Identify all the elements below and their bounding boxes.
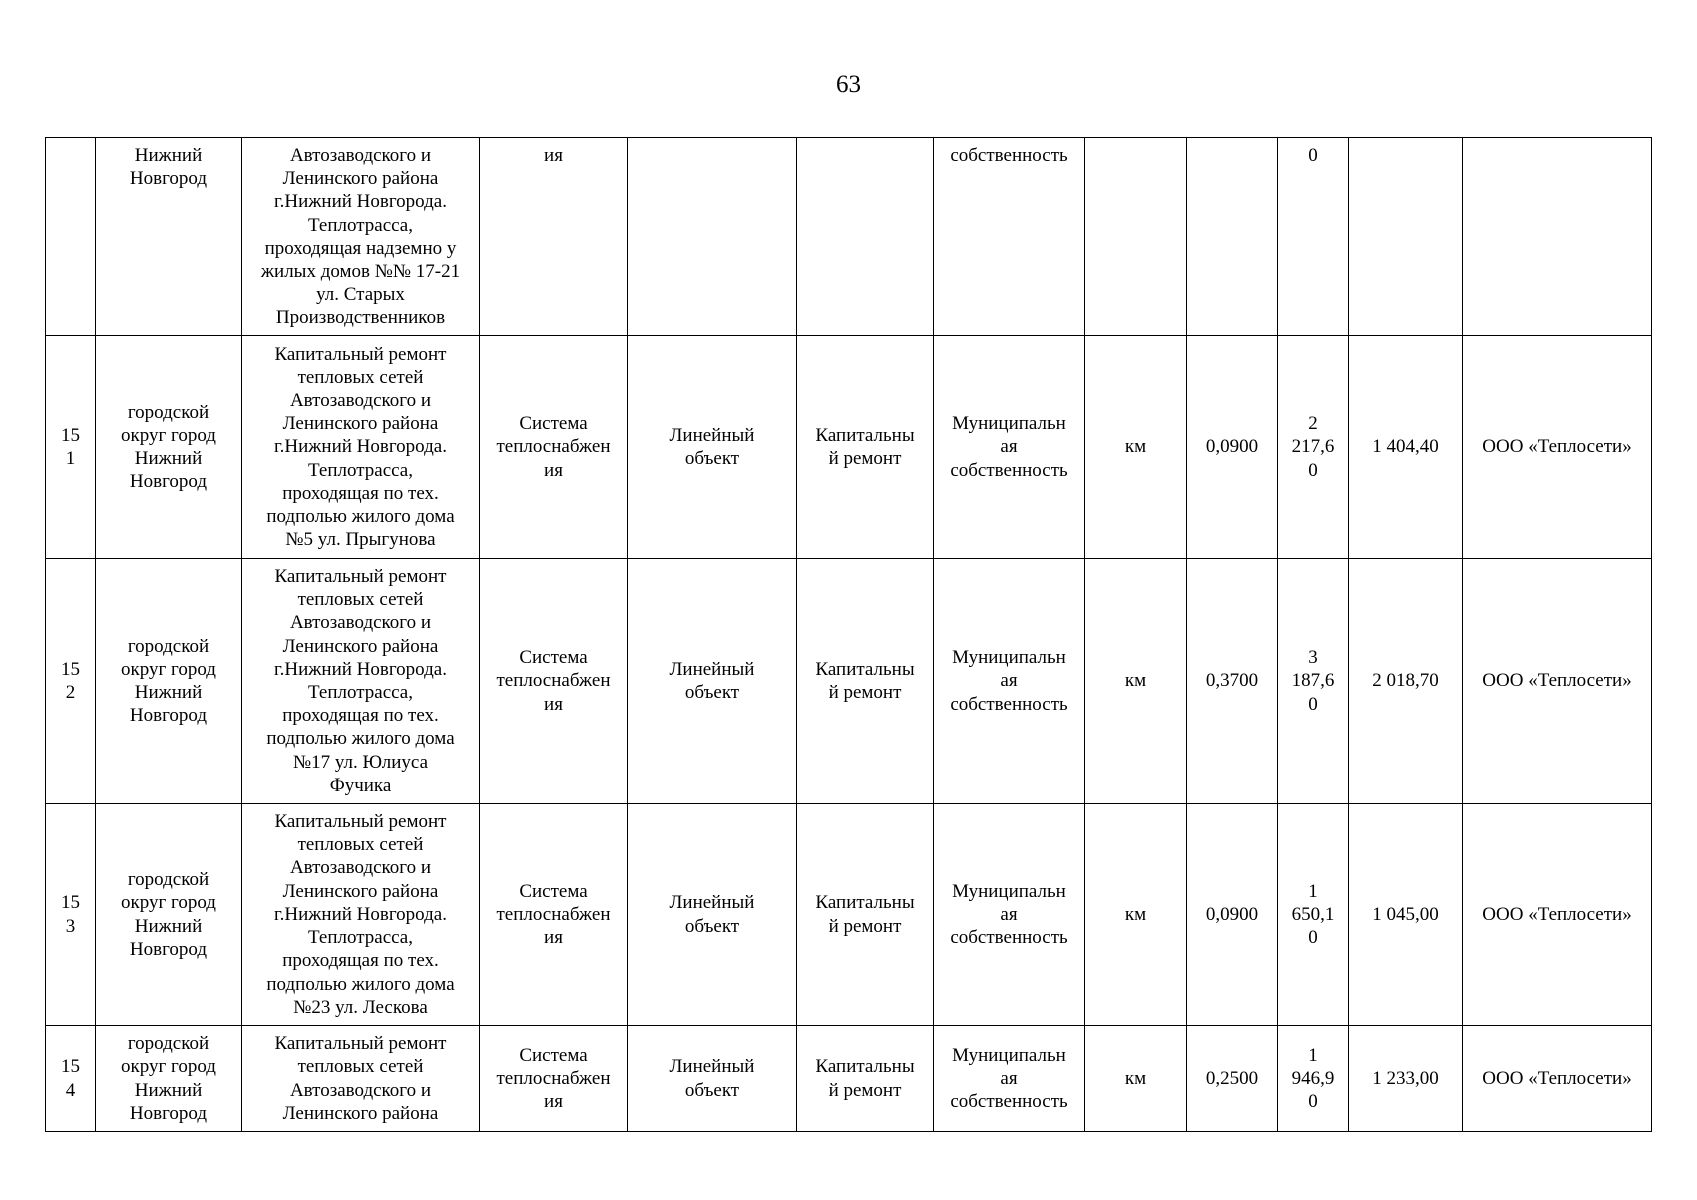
work-name-cell: Капитальный ремонт тепловых сетей Автозаводского и Ленинского района г.Нижний Новгорода. Теплотрасса, проходящая по тех. подполью жилого дома №5 ул. Прыгунова [242, 336, 480, 559]
cost-cell: 2 217,6 0 [1278, 336, 1349, 559]
unit-cell: км [1085, 804, 1187, 1026]
cost2-cell: 1 233,00 [1349, 1026, 1463, 1132]
organization-cell: ООО «Теплосети» [1463, 804, 1652, 1026]
municipality-cell: городской округ город Нижний Новгород [96, 1026, 242, 1132]
quantity-cell: 0,2500 [1187, 1026, 1278, 1132]
system-cell: Система теплоснабжен ия [480, 559, 628, 804]
work-name-cell: Капитальный ремонт тепловых сетей Автозаводского и Ленинского района [242, 1026, 480, 1132]
object-type-cell: Линейный объект [628, 1026, 797, 1132]
row-number-cell: 15 2 [46, 559, 96, 804]
work-name-cell: Капитальный ремонт тепловых сетей Автозаводского и Ленинского района г.Нижний Новгорода. Теплотрасса, проходящая по тех. подполью жилого дома №17 ул. Юлиуса Фучика [242, 559, 480, 804]
unit-cell: км [1085, 1026, 1187, 1132]
work-type-cell: Капитальны й ремонт [797, 336, 934, 559]
object-type-cell [628, 138, 797, 336]
object-type-cell: Линейный объект [628, 336, 797, 559]
system-cell: ия [480, 138, 628, 336]
unit-cell: км [1085, 336, 1187, 559]
organization-cell [1463, 138, 1652, 336]
object-type-cell: Линейный объект [628, 804, 797, 1026]
cost2-cell: 2 018,70 [1349, 559, 1463, 804]
cost2-cell: 1 404,40 [1349, 336, 1463, 559]
cost-cell: 1 946,9 0 [1278, 1026, 1349, 1132]
organization-cell: ООО «Теплосети» [1463, 336, 1652, 559]
ownership-cell: Муниципальн ая собственность [934, 1026, 1085, 1132]
unit-cell [1085, 138, 1187, 336]
ownership-cell: Муниципальн ая собственность [934, 559, 1085, 804]
unit-cell: км [1085, 559, 1187, 804]
municipality-cell: городской округ город Нижний Новгород [96, 336, 242, 559]
municipality-cell: городской округ город Нижний Новгород [96, 804, 242, 1026]
cost2-cell: 1 045,00 [1349, 804, 1463, 1026]
object-type-cell: Линейный объект [628, 559, 797, 804]
ownership-cell: собственность [934, 138, 1085, 336]
quantity-cell: 0,3700 [1187, 559, 1278, 804]
page-number: 63 [836, 71, 861, 98]
organization-cell: ООО «Теплосети» [1463, 559, 1652, 804]
municipality-cell: городской округ город Нижний Новгород [96, 559, 242, 804]
work-name-cell: Капитальный ремонт тепловых сетей Автозаводского и Ленинского района г.Нижний Новгорода. Теплотрасса, проходящая по тех. подполью жилого дома №23 ул. Лескова [242, 804, 480, 1026]
ownership-cell: Муниципальн ая собственность [934, 336, 1085, 559]
work-type-cell: Капитальны й ремонт [797, 559, 934, 804]
work-name-cell: Автозаводского и Ленинского района г.Нижний Новгорода. Теплотрасса, проходящая надземно у жилых домов №№ 17-21 ул. Старых Производственников [242, 138, 480, 336]
table-row [46, 336, 1652, 559]
cost-cell: 0 [1278, 138, 1349, 336]
table-row [46, 138, 1652, 336]
table-row [46, 559, 1652, 804]
row-number-cell: 15 1 [46, 336, 96, 559]
work-type-cell: Капитальны й ремонт [797, 1026, 934, 1132]
system-cell: Система теплоснабжен ия [480, 804, 628, 1026]
ownership-cell: Муниципальн ая собственность [934, 804, 1085, 1026]
work-type-cell: Капитальны й ремонт [797, 804, 934, 1026]
row-number-cell: 15 3 [46, 804, 96, 1026]
cost2-cell [1349, 138, 1463, 336]
row-number-cell: 15 4 [46, 1026, 96, 1132]
municipality-cell: Нижний Новгород [96, 138, 242, 336]
work-type-cell [797, 138, 934, 336]
organization-cell: ООО «Теплосети» [1463, 1026, 1652, 1132]
quantity-cell [1187, 138, 1278, 336]
cost-cell: 3 187,6 0 [1278, 559, 1349, 804]
table-row [46, 1026, 1652, 1132]
system-cell: Система теплоснабжен ия [480, 336, 628, 559]
cost-cell: 1 650,1 0 [1278, 804, 1349, 1026]
works-table [45, 137, 1652, 1132]
table-row [46, 804, 1652, 1026]
row-number-cell [46, 138, 96, 336]
quantity-cell: 0,0900 [1187, 804, 1278, 1026]
system-cell: Система теплоснабжен ия [480, 1026, 628, 1132]
quantity-cell: 0,0900 [1187, 336, 1278, 559]
